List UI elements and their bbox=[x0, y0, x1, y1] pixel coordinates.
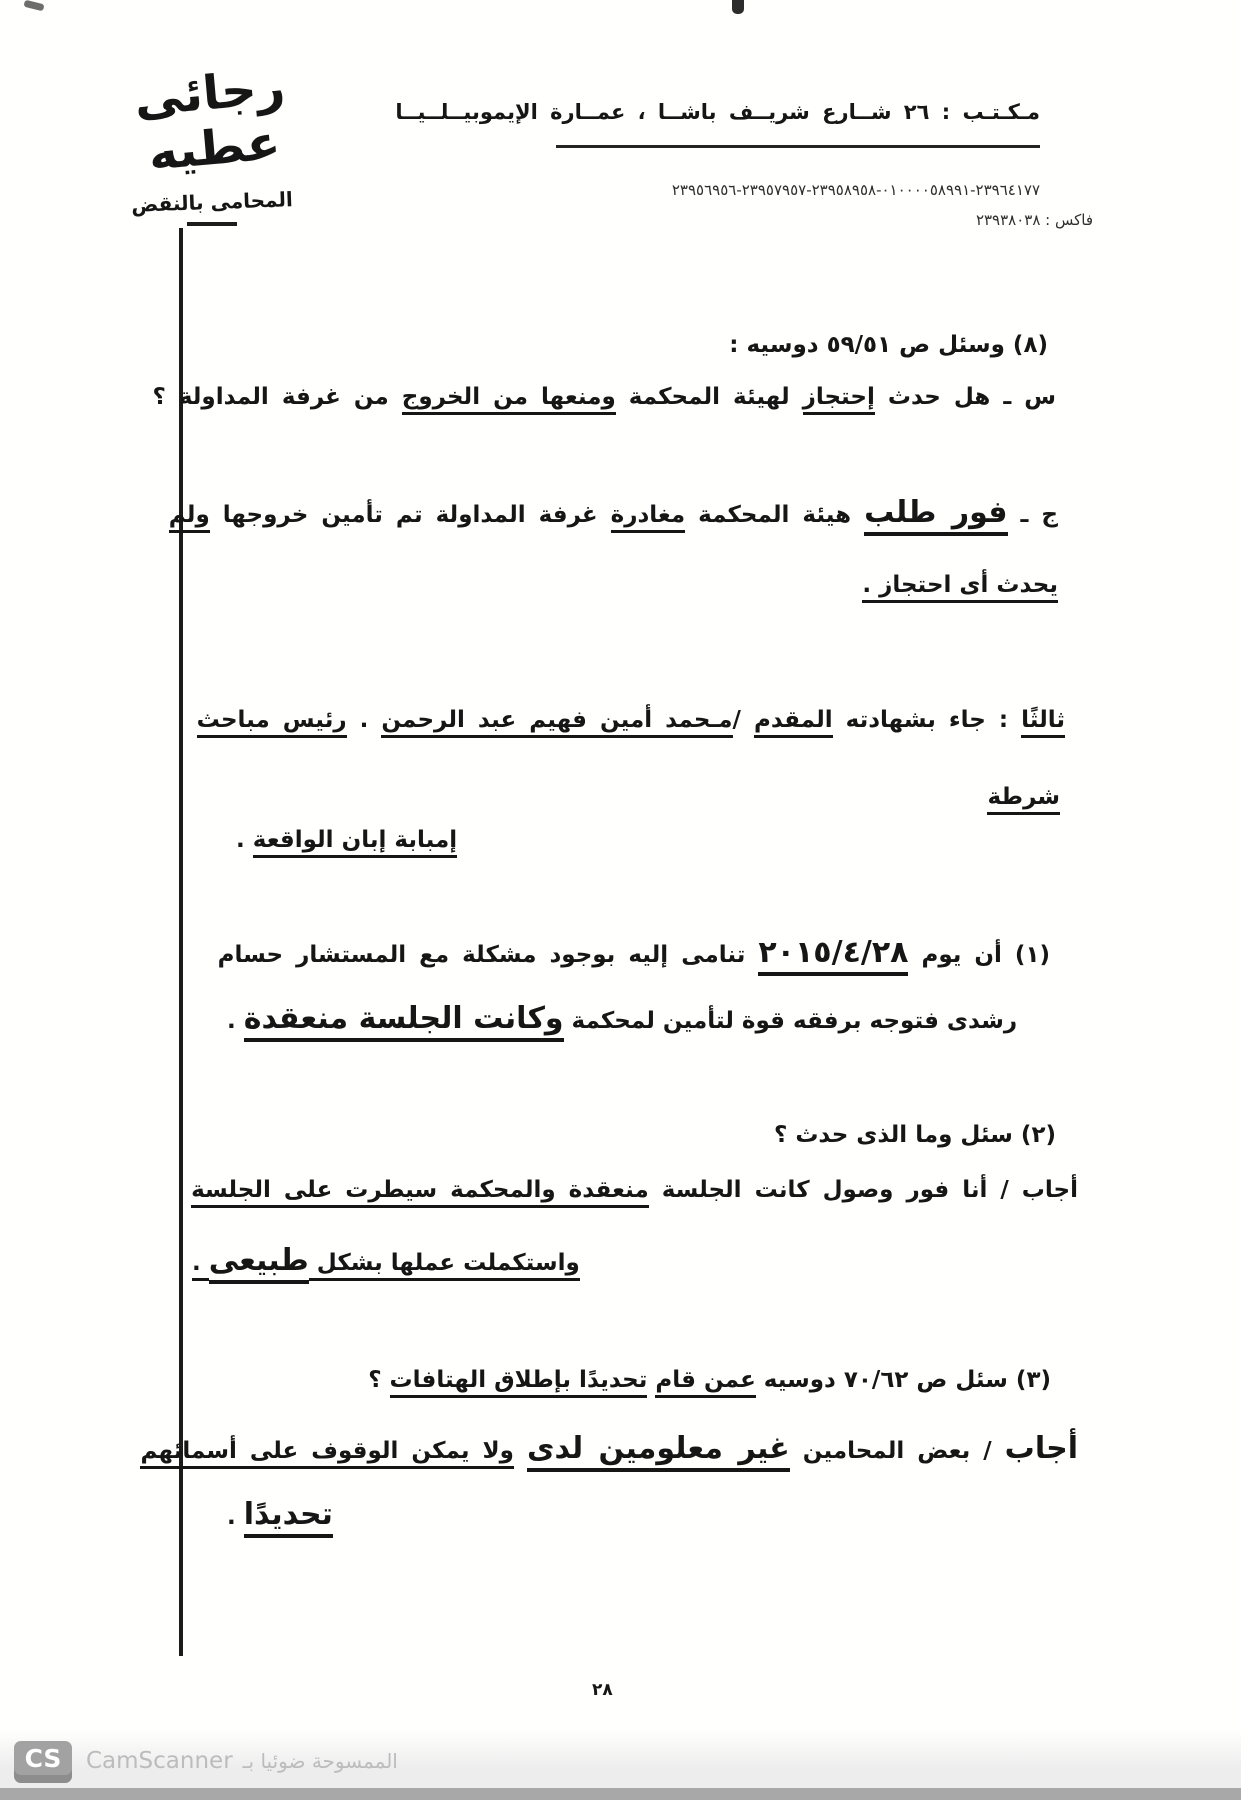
text-segment: . bbox=[227, 1504, 244, 1530]
text-segment: / bbox=[732, 707, 754, 733]
fax-number: فاكس : ٢٣٩٣٨٠٣٨ bbox=[975, 211, 1093, 229]
camscanner-label: CamScanner bbox=[86, 1748, 233, 1774]
text-segment: تحديدًا بإطلاق الهتافات bbox=[390, 1367, 648, 1398]
text-segment: . bbox=[192, 1250, 209, 1281]
text-segment: فور طلب bbox=[864, 495, 1007, 536]
document-line bbox=[191, 1173, 1078, 1209]
text-segment: أجاب / أنا فور وصول كانت الجلسة bbox=[648, 1177, 1078, 1203]
logo-title: المحامى بالنقض bbox=[130, 187, 294, 217]
text-segment: لهيئة المحكمة bbox=[615, 384, 803, 410]
document-line bbox=[140, 1426, 1078, 1473]
text-segment: . bbox=[236, 827, 253, 853]
text-segment: رئيس مباحث bbox=[197, 707, 347, 738]
camscanner-footer bbox=[0, 1730, 1241, 1800]
text-segment: ومنعها من الخروج bbox=[402, 384, 616, 415]
document-line bbox=[218, 930, 1050, 977]
text-segment: يحدث أى احتجاز . bbox=[862, 572, 1058, 603]
text-segment: ٢٠١٥/٤/٢٨ bbox=[758, 935, 908, 976]
document-line bbox=[774, 1118, 1056, 1154]
text-segment: المقدم bbox=[754, 707, 833, 738]
text-segment: . bbox=[227, 1008, 244, 1034]
text-segment: عمن قام bbox=[655, 1367, 755, 1398]
text-segment: ولم bbox=[169, 502, 210, 533]
text-segment: / بعض المحامين bbox=[789, 1438, 1005, 1464]
document-line bbox=[192, 1238, 580, 1285]
text-segment: : جاء بشهادته bbox=[832, 707, 1022, 733]
page-number: ٢٨ bbox=[592, 1680, 613, 1700]
text-segment: وكانت الجلسة منعقدة bbox=[244, 1001, 564, 1042]
text-segment: ولا يمكن الوقوف على أسمائهم bbox=[140, 1438, 514, 1469]
phone-numbers: ٢٣٩٦٤١٧٧-٠١٠٠٠٠٥٨٩٩١-٢٣٩٥٨٩٥٨-٢٣٩٥٧٩٥٧-٢٣٩٥٦٩٥٦ bbox=[671, 181, 1040, 199]
document-line bbox=[368, 1363, 1051, 1399]
text-segment: تنامى إليه بوجود مشكلة مع المستشار حسام bbox=[217, 942, 759, 968]
text-segment: ج ـ bbox=[1007, 502, 1058, 528]
text-segment: (٣) سئل ص ٧٠/٦٢ دوسيه bbox=[755, 1367, 1051, 1393]
document-line bbox=[227, 996, 1017, 1043]
camscanner-logo: CS bbox=[14, 1741, 72, 1783]
text-segment: منعقدة والمحكمة سيطرت على الجلسة bbox=[191, 1177, 649, 1208]
header-rule bbox=[556, 145, 1040, 148]
office-address: مـكـتـب : ٢٦ شــارع شريــف باشــا ، عمــارة الإيموبيــلــيــا bbox=[395, 100, 1040, 124]
logo-name: رجائى عطيه bbox=[132, 59, 288, 182]
text-segment: طبيعى bbox=[209, 1243, 309, 1284]
text-segment: واستكملت عملها بشكل bbox=[309, 1250, 580, 1281]
text-segment: ثالثًا bbox=[1021, 707, 1065, 738]
document-line bbox=[169, 490, 1058, 537]
text-segment: مـحمد أمين فهيم عبد الرحمن bbox=[381, 707, 732, 738]
document-line bbox=[987, 780, 1060, 816]
ink-mark bbox=[23, 0, 44, 11]
scanned-with-arabic-label: الممسوحة ضوئيا بـ bbox=[242, 1749, 398, 1773]
text-segment: (٢) سئل وما الذى حدث ؟ bbox=[773, 1122, 1056, 1148]
scanned-with-label bbox=[86, 1748, 398, 1774]
text-segment: ؟ bbox=[368, 1367, 390, 1393]
text-segment: تحديدًا bbox=[244, 1497, 333, 1538]
document-line bbox=[729, 328, 1048, 364]
text-segment: رشدى فتوجه برفقه قوة لتأمين لمحكمة bbox=[563, 1008, 1018, 1034]
logo-underline bbox=[187, 222, 237, 226]
text-segment: مغادرة bbox=[611, 502, 685, 533]
footer-bottom-strip bbox=[0, 1788, 1241, 1800]
text-segment: (١) أن يوم bbox=[908, 942, 1050, 968]
text-segment: أجاب bbox=[1004, 1431, 1078, 1466]
text-segment: شرطة bbox=[987, 784, 1060, 815]
text-segment: (٨) وسئل ص ٥٩/٥١ دوسيه : bbox=[729, 332, 1048, 358]
text-segment bbox=[514, 1438, 527, 1464]
text-segment: إحتجاز bbox=[803, 384, 875, 415]
document-line bbox=[236, 823, 457, 859]
text-segment: غير معلومين لدى bbox=[527, 1431, 790, 1472]
document-line bbox=[197, 703, 1065, 739]
text-segment: من غرفة المداولة ؟ bbox=[152, 384, 402, 410]
text-segment: هيئة المحكمة bbox=[685, 502, 865, 528]
text-segment: غرفة المداولة تم تأمين خروجها bbox=[209, 502, 611, 528]
text-segment: س ـ هل حدث bbox=[874, 384, 1056, 410]
letterhead-logo bbox=[78, 59, 346, 226]
ink-mark bbox=[732, 0, 744, 14]
document-line bbox=[152, 380, 1056, 416]
document-line bbox=[862, 568, 1058, 604]
document-line bbox=[227, 1492, 333, 1539]
text-segment: إمبابة إبان الواقعة bbox=[253, 827, 457, 858]
text-segment: . bbox=[346, 707, 382, 733]
